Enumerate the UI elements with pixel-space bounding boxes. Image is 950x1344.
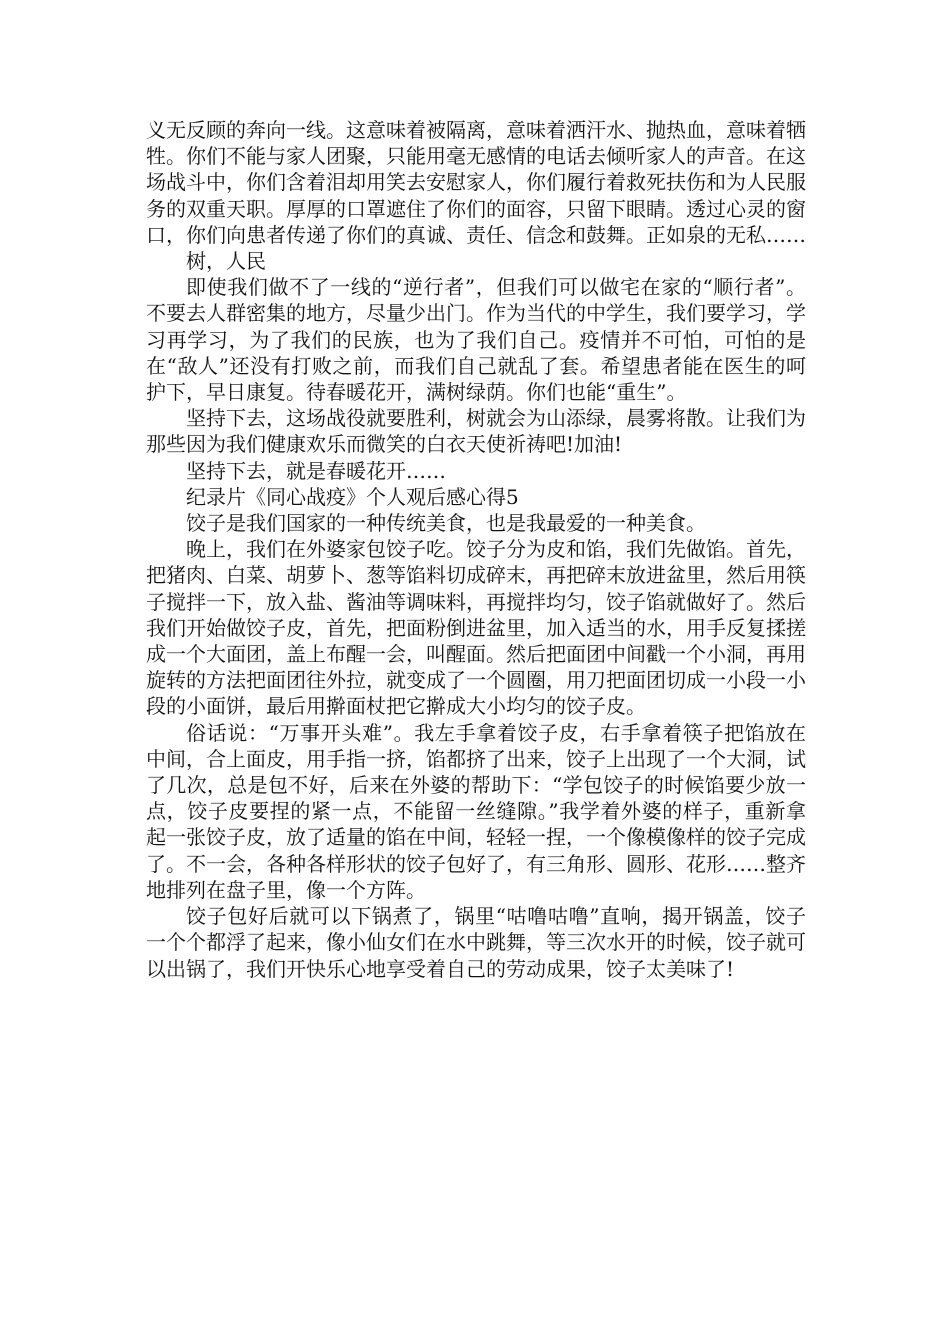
- paragraph-dumpling-making: 晚上，我们在外婆家包饺子吃。饺子分为皮和馅，我们先做馅。首先，把猪肉、白菜、胡萝卜、葱等馅料切成碎末，再把碎末放进盆里，然后用筷子搅拌一下，放入盐、酱油等调味料，再搅拌均匀，饺子馅就做好了。然后我们开始做饺子皮，首先，把面粉倒进盆里，加入适当的水，用手反复揉搓成一个大面团，盖上布醒一会，叫醒面。然后把面团中间戳一个小洞，再用旋转的方法把面团往外拉，就变成了一个圆圈，用刀把面团切成一小段一小段的小面饼，最后用擀面杖把它擀成大小均匀的饺子皮。: [146, 537, 806, 719]
- document-body: [146, 117, 806, 982]
- paragraph-dumpling-cooking: 饺子包好后就可以下锅煮了，锅里“咕噜咕噜”直响，揭开锅盖，饺子一个个都浮了起来，像小仙女们在水中跳舞，等三次水开的时候，饺子就可以出锅了，我们开快乐心地享受着自己的劳动成果，饺子太美味了!: [146, 904, 806, 981]
- section-heading: 纪录片《同心战疫》个人观后感心得5: [186, 484, 519, 509]
- paragraph-persist: 坚持下去，这场战役就要胜利，树就会为山添绿，晨雾将散。让我们为那些因为我们健康欢乐而微笑的白衣天使祈祷吧!加油!: [146, 406, 806, 457]
- paragraph-stay-home: 即使我们做不了一线的“逆行者”，但我们可以做宅在家的“顺行者”。不要去人群密集的地方，尽量少出门。作为当代的中学生，我们要学习，学习再学习，为了我们的民族，也为了我们自己。疫情并不可怕，可怕的是在“敌人”还没有打败之前，而我们自己就乱了套。希望患者能在医生的呵护下，早日康复。待春暖花开，满树绿荫。你们也能“重生”。: [146, 275, 806, 405]
- paragraph-spring: 坚持下去，就是春暖花开……: [186, 458, 446, 483]
- paragraph-tree-people: 树，人民: [186, 249, 266, 274]
- paragraph-dumpling-wrapping: 俗话说：“万事开头难”。我左手拿着饺子皮，右手拿着筷子把馅放在中间，合上面皮，用手指一挤，馅都挤了出来，饺子上出现了一个大洞，试了几次，总是包不好，后来在外婆的帮助下：“学包饺子的时候馅要少放一点，饺子皮要捏的紧一点，不能留一丝缝隙。”我学着外婆的样子，重新拿起一张饺子皮，放了适量的馅在中间，轻轻一捏，一个像模像样的饺子完成了。不一会，各种各样形状的饺子包好了，有三角形、圆形、花形……整齐地排列在盘子里，像一个方阵。: [146, 720, 806, 902]
- paragraph-dumpling-intro: 饺子是我们国家的一种传统美食，也是我最爱的一种美食。: [186, 511, 706, 536]
- paragraph-continuation: 义无反顾的奔向一线。这意味着被隔离，意味着洒汗水、抛热血，意味着牺牲。你们不能与家人团聚，只能用毫无感情的电话去倾听家人的声音。在这场战斗中，你们含着泪却用笑去安慰家人，你们履行着救死扶伤和为人民服务的双重天职。厚厚的口罩遮住了你们的面容，只留下眼睛。透过心灵的窗口，你们向患者传递了你们的真诚、责任、信念和鼓舞。正如泉的无私……: [146, 118, 806, 247]
